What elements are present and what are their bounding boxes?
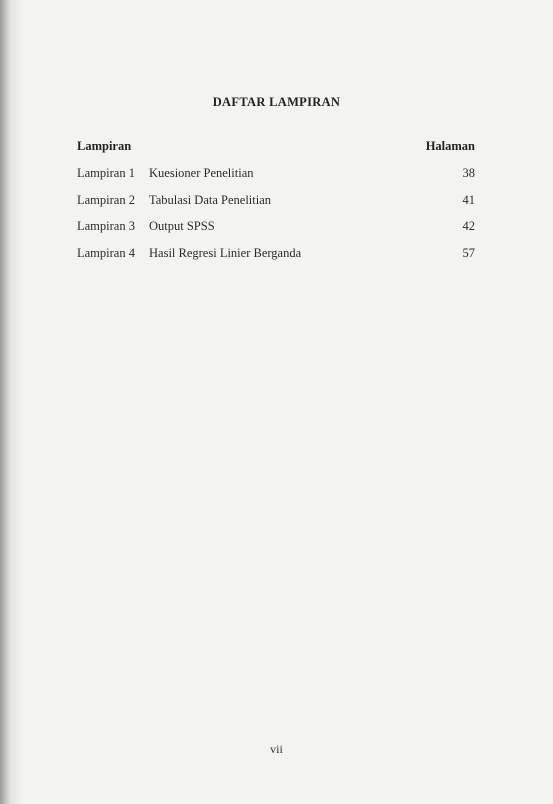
appendix-list — [77, 166, 475, 273]
appendix-title: Output SPSS — [149, 219, 215, 234]
appendix-entry-1 — [77, 166, 475, 193]
scan-binding-edge — [0, 0, 13, 804]
appendix-label: Lampiran 2 — [77, 192, 135, 207]
appendix-label: Lampiran 4 — [77, 246, 135, 261]
appendix-page: 57 — [462, 246, 475, 261]
appendix-entry-4 — [77, 246, 475, 273]
appendix-entry-2 — [77, 193, 475, 220]
appendix-page: 41 — [462, 192, 475, 207]
column-header-lampiran: Lampiran — [77, 139, 132, 153]
page-title: DAFTAR LAMPIRAN — [212, 95, 341, 109]
appendix-title: Kuesioner Penelitian — [149, 166, 254, 180]
appendix-title: Hasil Regresi Linier Berganda — [149, 246, 302, 261]
appendix-page: 38 — [462, 166, 475, 180]
page-number: vii — [270, 742, 283, 756]
appendix-label: Lampiran 3 — [77, 219, 135, 234]
appendix-entry-3 — [77, 219, 475, 246]
appendix-page: 42 — [462, 219, 475, 234]
scan-shadow — [13, 0, 23, 804]
appendix-title: Tabulasi Data Penelitian — [149, 192, 272, 207]
column-header-halaman: Halaman — [425, 139, 475, 153]
appendix-label: Lampiran 1 — [77, 166, 135, 180]
